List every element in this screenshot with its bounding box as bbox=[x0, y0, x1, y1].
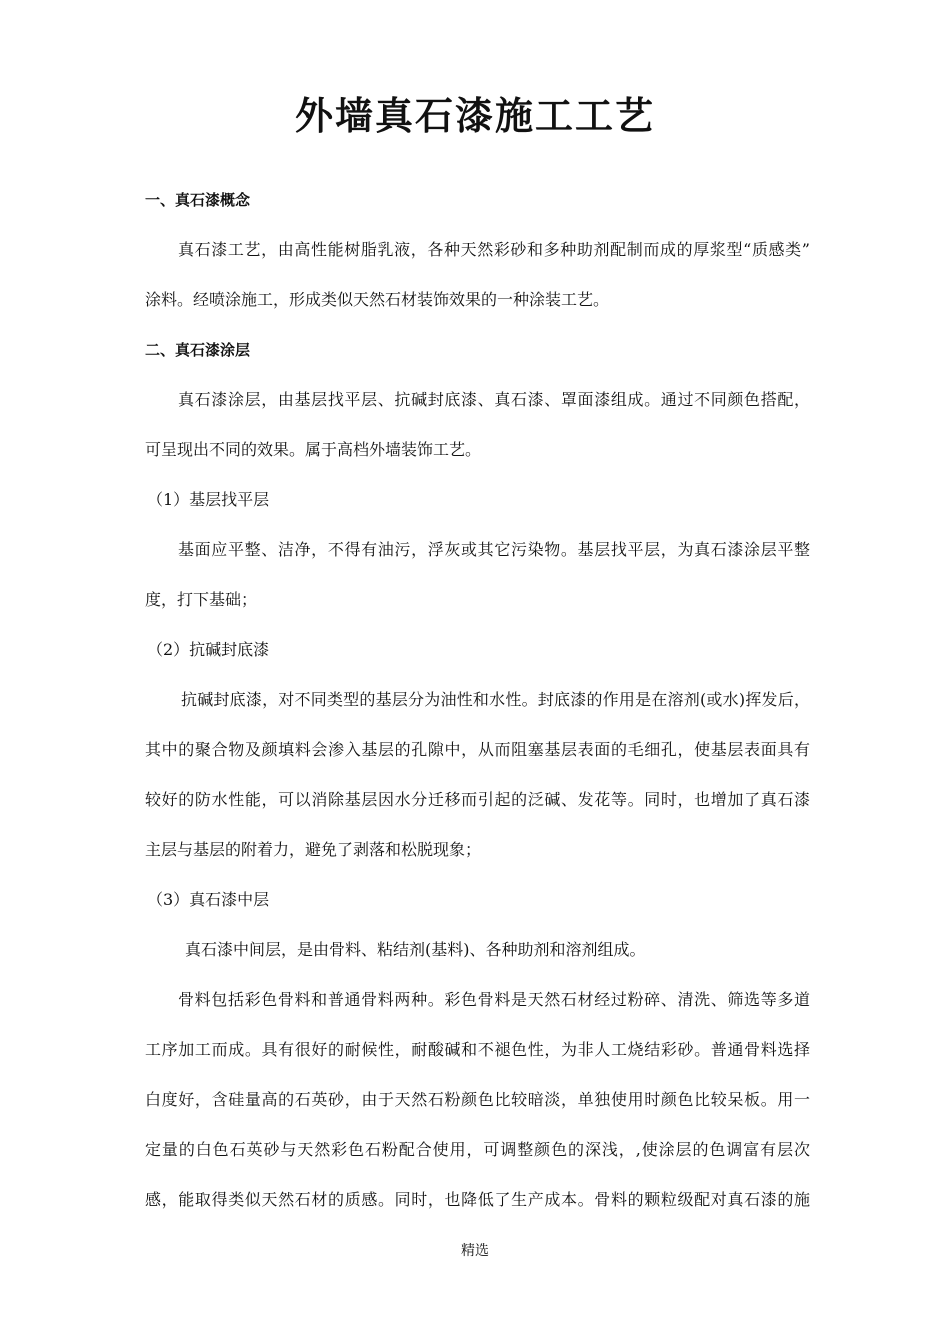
paragraph-line: 真石漆中间层，是由骨料、粘结剂(基料)、各种助剂和溶剂组成。 bbox=[185, 940, 646, 959]
paragraph-line: 工序加工而成。具有很好的耐候性，耐酸碱和不褪色性，为非人工烧结彩砂。普通骨料选择 bbox=[145, 1040, 810, 1059]
paragraph-line: 感，能取得类似天然石材的质感。同时，也降低了生产成本。骨料的颗粒级配对真石漆的施 bbox=[145, 1190, 810, 1209]
section-heading-concept: 一、真石漆概念 bbox=[145, 191, 251, 209]
paragraph-line: 基面应平整、洁净，不得有油污，浮灰或其它污染物。基层找平层，为真石漆涂层平整 bbox=[178, 540, 810, 559]
document-body bbox=[145, 187, 810, 1237]
paragraph-line: 其中的聚合物及颜填料会渗入基层的孔隙中，从而阻塞基层表面的毛细孔，使基层表面具有 bbox=[145, 740, 810, 759]
paragraph-line: 真石漆工艺，由高性能树脂乳液，各种天然彩砂和多种助剂配制而成的厚浆型“质感类” bbox=[178, 240, 810, 259]
paragraph-line: 白度好，含硅量高的石英砂，由于天然石粉颜色比较暗淡，单独使用时颜色比较呆板。用一 bbox=[145, 1090, 810, 1109]
subheading-primer: （2）抗碱封底漆 bbox=[147, 640, 270, 659]
paragraph-line: 主层与基层的附着力，避免了剥落和松脱现象； bbox=[145, 840, 482, 859]
paragraph-line: 真石漆涂层，由基层找平层、抗碱封底漆、真石漆、罩面漆组成。通过不同颜色搭配， bbox=[178, 390, 810, 409]
paragraph-line: 抗碱封底漆，对不同类型的基层分为油性和水性。封底漆的作用是在溶剂(或水)挥发后， bbox=[181, 690, 810, 709]
paragraph-line: 度，打下基础； bbox=[145, 590, 258, 609]
subheading-leveling-layer: （1）基层找平层 bbox=[147, 490, 270, 509]
paragraph-line: 骨料包括彩色骨料和普通骨料两种。彩色骨料是天然石材经过粉碎、清洗、筛选等多道 bbox=[178, 990, 810, 1009]
document-title: 外墙真石漆施工工艺 bbox=[294, 93, 655, 138]
section-heading-coating: 二、真石漆涂层 bbox=[145, 341, 251, 359]
page-footer: 精选 bbox=[461, 1243, 489, 1259]
paragraph-line: 涂料。经喷涂施工，形成类似天然石材装饰效果的一种涂装工艺。 bbox=[145, 290, 610, 309]
paragraph-line: 可呈现出不同的效果。属于高档外墙装饰工艺。 bbox=[145, 440, 482, 459]
paragraph-line: 较好的防水性能，可以消除基层因水分迁移而引起的泛碱、发花等。同时，也增加了真石漆 bbox=[145, 790, 810, 809]
paragraph-line: 定量的白色石英砂与天然彩色石粉配合使用，可调整颜色的深浅，,使涂层的色调富有层次 bbox=[145, 1140, 810, 1159]
subheading-middle-layer: （3）真石漆中层 bbox=[147, 890, 270, 909]
